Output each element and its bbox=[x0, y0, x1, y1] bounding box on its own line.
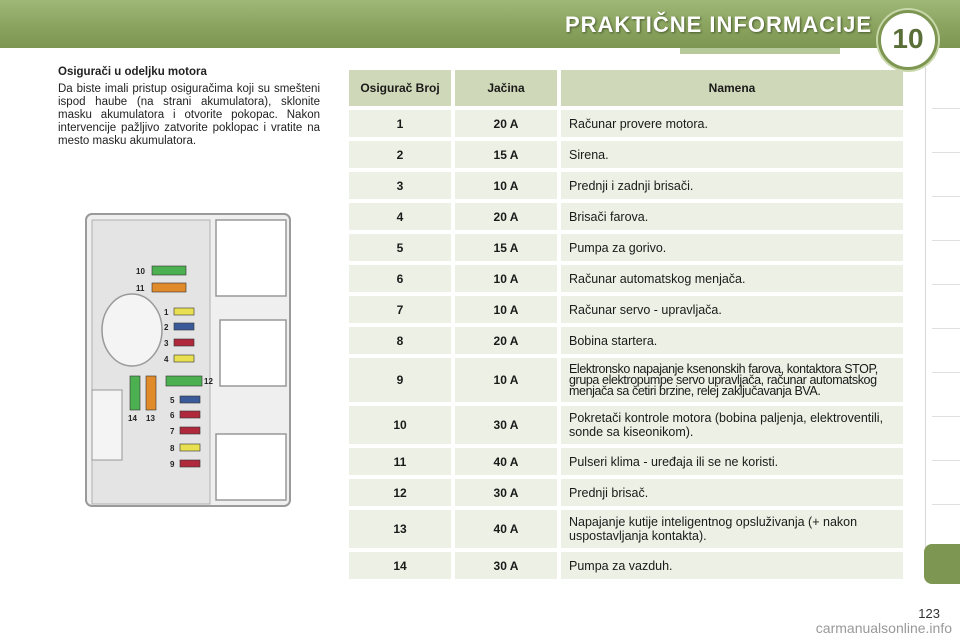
fuse-label: 12 bbox=[204, 377, 213, 386]
table-row bbox=[349, 234, 903, 261]
side-tab[interactable] bbox=[932, 154, 960, 197]
header-purpose: Namena bbox=[557, 70, 903, 106]
header-title: PRAKTIČNE INFORMACIJE bbox=[564, 12, 872, 37]
fuse-label: 7 bbox=[170, 427, 175, 436]
fuse-11-shape bbox=[152, 283, 186, 292]
fuse-number: 13 bbox=[349, 510, 451, 548]
table-row bbox=[349, 327, 903, 354]
fuse-purpose: Brisači farova. bbox=[557, 203, 903, 230]
fuse-purpose: Prednji brisač. bbox=[557, 479, 903, 506]
side-tab[interactable] bbox=[932, 242, 960, 285]
fuse-number: 4 bbox=[349, 203, 451, 230]
fuse-purpose: Računar automatskog menjača. bbox=[557, 265, 903, 292]
side-tab[interactable] bbox=[932, 66, 960, 109]
fuse-label: 14 bbox=[128, 414, 137, 423]
side-tab[interactable] bbox=[932, 374, 960, 417]
fuse-12-shape bbox=[166, 376, 202, 386]
fuse-label: 3 bbox=[164, 339, 169, 348]
fuse-number: 6 bbox=[349, 265, 451, 292]
fuse-amperage: 20 A bbox=[451, 203, 557, 230]
fuse-label: 11 bbox=[136, 284, 145, 293]
table-row bbox=[349, 552, 903, 579]
fuse-2-shape bbox=[174, 323, 194, 330]
fuse-number: 11 bbox=[349, 448, 451, 475]
table-row bbox=[349, 479, 903, 506]
section-title: Osigurači u odeljku motora bbox=[58, 66, 207, 78]
fuse-1-shape bbox=[174, 308, 194, 315]
fuse-amperage: 40 A bbox=[451, 448, 557, 475]
header-stripe bbox=[680, 48, 840, 54]
fuse-6-shape bbox=[180, 411, 200, 418]
fuse-7-shape bbox=[180, 427, 200, 434]
fuse-purpose: Pokretači kontrole motora (bobina paljenja, elektroventili, sonde sa kiseonikom). bbox=[557, 406, 903, 444]
table-header-row bbox=[349, 70, 903, 106]
fuse-amperage: 30 A bbox=[451, 406, 557, 444]
fuse-number: 3 bbox=[349, 172, 451, 199]
fuse-10-shape bbox=[152, 266, 186, 275]
fuse-label: 2 bbox=[164, 323, 169, 332]
header-amperage: Jačina bbox=[451, 70, 557, 106]
fuse-number: 10 bbox=[349, 406, 451, 444]
fuse-amperage: 30 A bbox=[451, 479, 557, 506]
fuse-4-shape bbox=[174, 355, 194, 362]
section-text: Da biste imali pristup osiguračima koji su smešteni ispod haube (na strani akumulatora), sklonite masku akumulatora i otvorite pokopac. Nakon intervencije pažljivo zatvorite poklopac i vratite na mesto masku akumulatora. bbox=[58, 83, 320, 147]
fuse-label: 13 bbox=[146, 414, 155, 423]
table-row bbox=[349, 265, 903, 292]
fuse-purpose: Računar provere motora. bbox=[557, 110, 903, 137]
fuse-amperage: 15 A bbox=[451, 234, 557, 261]
table-row bbox=[349, 406, 903, 444]
intro-section bbox=[58, 66, 320, 148]
fuse-amperage: 20 A bbox=[451, 110, 557, 137]
fuse-number: 14 bbox=[349, 552, 451, 579]
fuse-5-shape bbox=[180, 396, 200, 403]
fuse-14-shape bbox=[130, 376, 140, 410]
watermark: carmanualsonline.info bbox=[815, 620, 952, 636]
fuse-label: 6 bbox=[170, 411, 175, 420]
table-row bbox=[349, 172, 903, 199]
side-tab-active[interactable] bbox=[924, 544, 960, 584]
fuse-purpose: Sirena. bbox=[557, 141, 903, 168]
fuse-purpose: Prednji i zadnji brisači. bbox=[557, 172, 903, 199]
fuse-purpose: Bobina startera. bbox=[557, 327, 903, 354]
fuse-purpose: Elektronsko napajanje ksenonskih farova, kontaktora STOP, grupa elektropumpe servo upravljača, računar automatskog menjača sa četiri brzine, relej zaključavanja BVA. bbox=[557, 358, 903, 402]
fuse-label: 9 bbox=[170, 460, 175, 469]
fuse-amperage: 30 A bbox=[451, 552, 557, 579]
fuse-purpose: Napajanje kutije inteligentnog opsluživanja (+ nakon uspostavljanja kontakta). bbox=[557, 510, 903, 548]
table-row bbox=[349, 448, 903, 475]
table-row bbox=[349, 510, 903, 548]
table-row bbox=[349, 141, 903, 168]
fuse-purpose: Pumpa za gorivo. bbox=[557, 234, 903, 261]
chapter-number: 10 bbox=[892, 23, 924, 54]
fusebox-diagram bbox=[84, 212, 292, 508]
fuse-8-shape bbox=[180, 444, 200, 451]
fuse-amperage: 10 A bbox=[451, 358, 557, 402]
side-tab[interactable] bbox=[932, 462, 960, 505]
fuse-number: 2 bbox=[349, 141, 451, 168]
fuse-amperage: 10 A bbox=[451, 296, 557, 323]
fuse-13-shape bbox=[146, 376, 156, 410]
side-tab[interactable] bbox=[932, 110, 960, 153]
fuse-number: 7 bbox=[349, 296, 451, 323]
fuse-number: 9 bbox=[349, 358, 451, 402]
fuse-number: 8 bbox=[349, 327, 451, 354]
fuse-purpose: Pulseri klima - uređaja ili se ne koristi. bbox=[557, 448, 903, 475]
header-number: Osigurač Broj bbox=[349, 70, 451, 106]
chapter-badge bbox=[878, 10, 938, 70]
fuse-label: 4 bbox=[164, 355, 169, 364]
table-row bbox=[349, 203, 903, 230]
side-tab[interactable] bbox=[932, 330, 960, 373]
fuse-label: 10 bbox=[136, 267, 145, 276]
fuse-label: 8 bbox=[170, 444, 175, 453]
fuse-amperage: 10 A bbox=[451, 172, 557, 199]
fuse-purpose: Pumpa za vazduh. bbox=[557, 552, 903, 579]
fuse-3-shape bbox=[174, 339, 194, 346]
fuse-number: 5 bbox=[349, 234, 451, 261]
chapter-side-tabs bbox=[925, 66, 960, 576]
table-row bbox=[349, 358, 903, 402]
fuse-purpose: Računar servo - upravljača. bbox=[557, 296, 903, 323]
table-row bbox=[349, 296, 903, 323]
side-tab[interactable] bbox=[932, 198, 960, 241]
fuse-number: 12 bbox=[349, 479, 451, 506]
fuse-amperage: 40 A bbox=[451, 510, 557, 548]
side-tab[interactable] bbox=[932, 506, 960, 549]
table-row bbox=[349, 110, 903, 137]
fuse-amperage: 15 A bbox=[451, 141, 557, 168]
fuse-amperage: 10 A bbox=[451, 265, 557, 292]
page-number: 123 bbox=[918, 606, 940, 621]
fuse-9-shape bbox=[180, 460, 200, 467]
fuse-table bbox=[349, 66, 903, 583]
fuse-label: 5 bbox=[170, 396, 175, 405]
fuse-label: 1 bbox=[164, 308, 169, 317]
side-tab[interactable] bbox=[932, 418, 960, 461]
fuse-number: 1 bbox=[349, 110, 451, 137]
page-header bbox=[0, 0, 960, 48]
side-tab[interactable] bbox=[932, 286, 960, 329]
fuse-amperage: 20 A bbox=[451, 327, 557, 354]
